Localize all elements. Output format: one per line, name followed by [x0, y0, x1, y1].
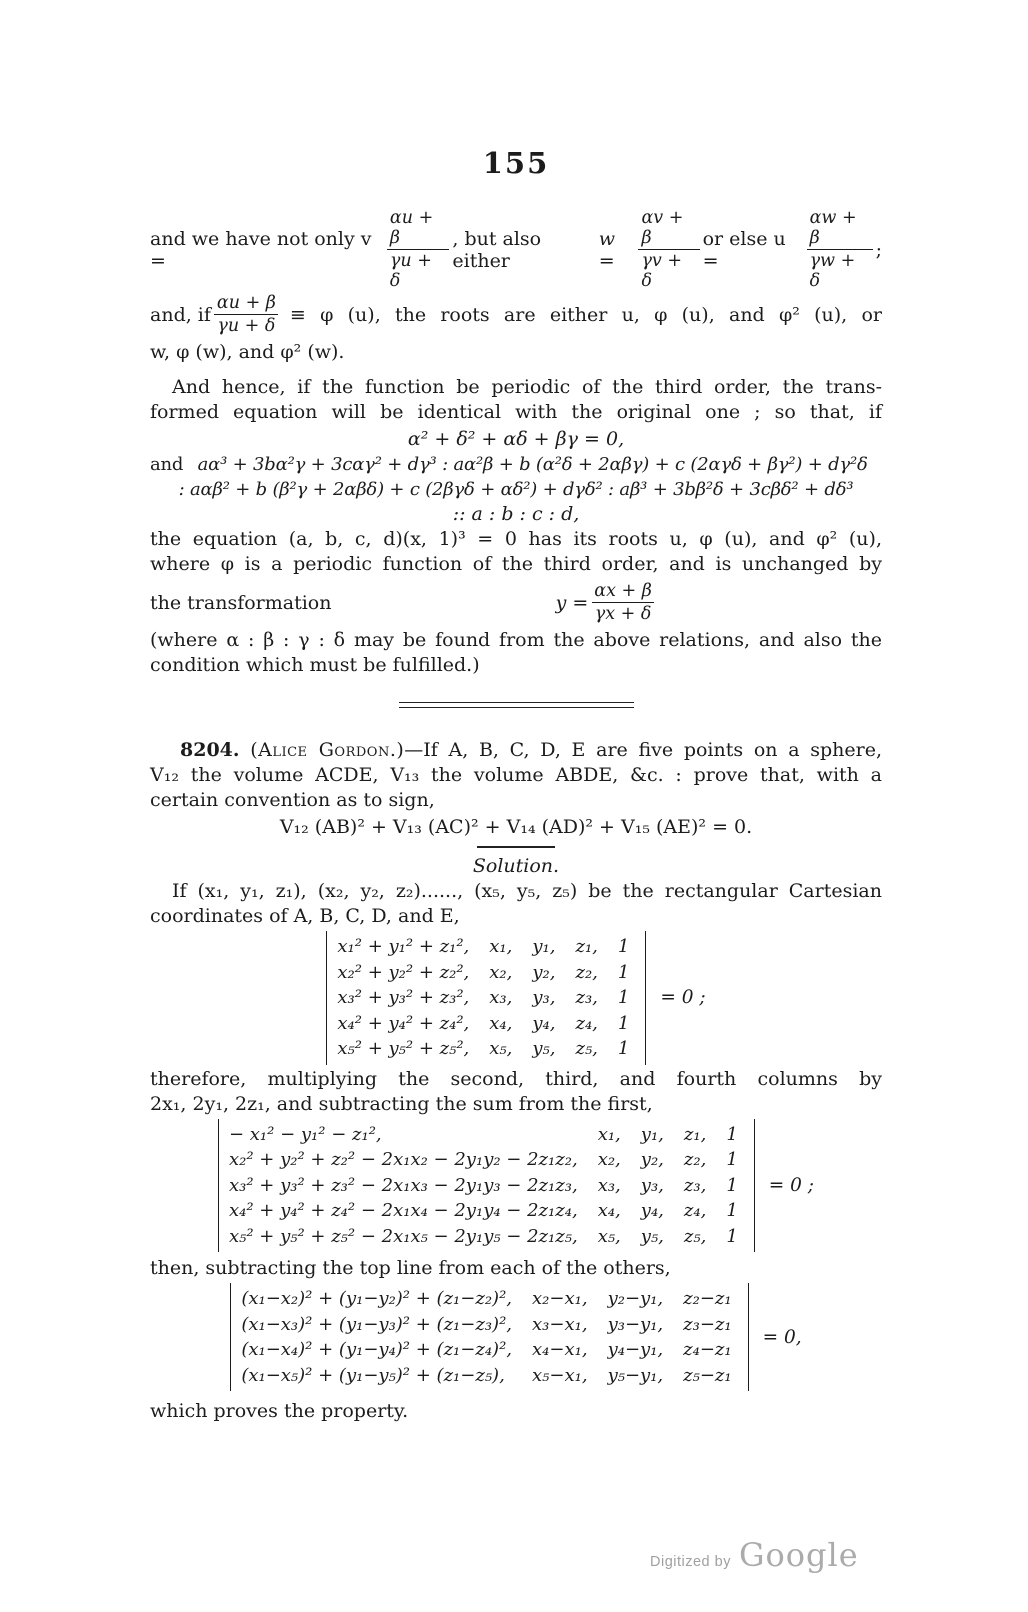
determinant-cell: y₂, — [532, 961, 556, 983]
text-run: and — [150, 454, 184, 475]
fraction-numerator: αu + β — [389, 208, 434, 248]
determinant-block — [150, 931, 882, 1065]
determinant-cell: 1 — [726, 1174, 738, 1196]
text-run: and, if — [150, 303, 211, 326]
determinant-cell: x₅² + y₅² + z₅² − 2x₁x₅ − 2y₁y₅ − 2z₁z₅, — [228, 1225, 578, 1247]
paragraph-line: which proves the property. — [150, 1400, 409, 1422]
determinant-matrix — [230, 1283, 748, 1391]
text-run: or else u = — [702, 227, 786, 272]
determinant-matrix — [218, 1119, 755, 1253]
determinant-cell: x₅−x₁, — [532, 1364, 588, 1386]
determinant-cell: x₂−x₁, — [532, 1288, 588, 1309]
determinant-cell: x₅² + y₅² + z₅², — [337, 1038, 470, 1059]
section-divider-rule — [399, 702, 634, 708]
text-run: ; — [875, 238, 882, 261]
paragraph-line: therefore, multiplying the second, third, and fourth columns by — [150, 1067, 882, 1090]
text-run: w = — [598, 227, 615, 272]
determinant-cell: z₁, — [683, 1123, 707, 1145]
determinant-cell: 1 — [617, 987, 630, 1008]
determinant-cell: y₅, — [640, 1225, 664, 1247]
determinant-cell: y₄, — [640, 1200, 664, 1221]
text-run: —If A, B, C, D, E are five points on a sphere, — [404, 739, 882, 761]
determinant-cell: y₂−y₁, — [607, 1288, 664, 1309]
determinant-cell: y₃−y₁, — [607, 1313, 664, 1335]
determinant-cell: y₅−y₁, — [607, 1364, 664, 1386]
determinant-cell: z₃, — [575, 987, 598, 1008]
determinant-cell: z₃, — [683, 1174, 707, 1196]
digitized-watermark — [650, 1536, 859, 1574]
determinant-cell: z₂, — [575, 961, 598, 983]
fraction — [387, 208, 449, 291]
determinant-cell: x₄² + y₄² + z₄² − 2x₁x₄ − 2y₁y₄ − 2z₁z₄, — [228, 1200, 578, 1221]
determinant-cell: x₁, — [489, 936, 513, 957]
determinant-cell: x₄² + y₄² + z₄², — [337, 1012, 470, 1034]
fraction — [807, 208, 873, 291]
determinant-cell: 1 — [617, 936, 630, 957]
page-content — [150, 0, 882, 1424]
determinant-cell: x₂, — [597, 1149, 621, 1170]
paragraph-line: coordinates of A, B, C, D, and E, — [150, 905, 460, 927]
determinant-cell: x₅, — [597, 1225, 621, 1247]
page-number: 155 — [482, 146, 550, 180]
determinant-cell: z₄, — [683, 1200, 707, 1221]
determinant-cell: y₄−y₁, — [607, 1339, 664, 1360]
determinant-cell: 1 — [726, 1123, 738, 1145]
determinant-cell: y₃, — [532, 987, 556, 1008]
determinant-cell: (x₁−x₃)² + (y₁−y₃)² + (z₁−z₃)², — [241, 1313, 513, 1335]
paragraph-line: the equation (a, b, c, d)(x, 1)³ = 0 has its roots u, φ (u), and φ² (u), — [150, 528, 882, 550]
determinant-cell: z₄, — [575, 1012, 598, 1034]
fraction-numerator: αu + β — [216, 293, 276, 313]
problem-number: 8204. — [180, 739, 240, 761]
determinant-cell: z₂, — [683, 1149, 707, 1170]
determinant-cell: x₂² + y₂² + z₂² − 2x₁x₂ − 2y₁y₂ − 2z₁z₂, — [228, 1149, 578, 1170]
digitized-by-label: Digitized by — [650, 1554, 731, 1570]
determinant-cell: y₄, — [532, 1012, 556, 1034]
solution-divider-rule — [477, 846, 555, 848]
paragraph-line: (where α : β : γ : δ may be found from the above relations, and also the — [150, 629, 882, 651]
determinant-cell: x₃, — [597, 1174, 621, 1196]
determinant-cell: x₄−x₁, — [532, 1339, 588, 1360]
paragraph-line — [150, 293, 882, 336]
fraction-denominator: γu + δ — [387, 249, 449, 291]
fraction-numerator: αx + β — [594, 581, 652, 601]
determinant-block — [150, 1283, 882, 1391]
determinant-cell: z₅−z₁ — [683, 1364, 732, 1386]
determinant-cell: x₂² + y₂² + z₂², — [337, 961, 470, 983]
determinant-cell: 1 — [617, 1012, 630, 1034]
determinant-cell: 1 — [617, 961, 630, 983]
determinant-cell: z₃−z₁ — [683, 1313, 732, 1335]
text-run: the transformation — [150, 591, 332, 614]
equation: V₁₂ (AB)² + V₁₃ (AC)² + V₁₄ (AD)² + V₁₅ (AE)² = 0. — [279, 816, 753, 838]
determinant-cell: x₃² + y₃² + z₃² − 2x₁x₃ − 2y₁y₃ − 2z₁z₃, — [228, 1174, 578, 1196]
paragraph-line: then, subtracting the top line from each of the others, — [150, 1257, 671, 1279]
determinant-cell: z₅, — [683, 1225, 707, 1247]
determinant-cell: (x₁−x₅)² + (y₁−y₅)² + (z₁−z₅), — [241, 1364, 505, 1386]
math-run — [331, 581, 882, 624]
determinant-cell: y₁, — [640, 1123, 664, 1145]
determinant-cell: (x₁−x₄)² + (y₁−y₄)² + (z₁−z₄)², — [241, 1339, 513, 1360]
determinant-matrix — [326, 931, 646, 1065]
text-run: ≡ φ (u), the roots are either u, φ (u), and φ² (u), or — [289, 303, 882, 326]
determinant-cell: x₄, — [489, 1012, 513, 1034]
fraction-denominator: γu + δ — [214, 314, 278, 336]
equation-line: : aαβ² + b (β²γ + 2αβδ) + c (2βγδ + αδ²) + dγδ² : aβ³ + 3bβ²δ + 3cβδ² + dδ³ — [178, 479, 854, 500]
solution-heading: Solution. — [472, 855, 560, 877]
determinant-cell: y₂, — [640, 1149, 664, 1170]
text-run: y = — [555, 591, 589, 614]
equation-line — [150, 452, 882, 477]
equation: α² + δ² + αδ + βγ = 0, — [407, 428, 625, 450]
determinant-cell: y₁, — [532, 936, 556, 957]
determinant-cell: 1 — [726, 1225, 738, 1247]
determinant-cell: x₁, — [597, 1123, 621, 1145]
determinant-cell: x₅, — [489, 1038, 513, 1059]
text-run: , but also either — [452, 227, 542, 272]
fraction — [591, 581, 655, 624]
paragraph-line: V₁₂ the volume ACDE, V₁₃ the volume ABDE, &c. : prove that, with a — [150, 764, 882, 786]
determinant-cell: z₁, — [575, 936, 598, 957]
determinant-cell: x₄, — [597, 1200, 621, 1221]
determinant-cell: x₃−x₁, — [532, 1313, 588, 1335]
determinant-cell: x₂, — [489, 961, 513, 983]
determinant-result: = 0 ; — [660, 987, 706, 1009]
fraction-denominator: γv + δ — [638, 249, 699, 291]
fraction — [638, 208, 699, 291]
determinant-result: = 0, — [762, 1326, 802, 1348]
fraction-numerator: αw + β — [809, 208, 857, 248]
determinant-cell: x₃² + y₃² + z₃², — [337, 987, 470, 1008]
determinant-cell: 1 — [617, 1038, 630, 1059]
fraction — [214, 293, 279, 336]
paragraph-line: And hence, if the function be periodic of the third order, the trans- — [172, 376, 882, 398]
determinant-cell: y₃, — [640, 1174, 664, 1196]
paragraph-line: where φ is a periodic function of the third order, and is unchanged by — [150, 553, 882, 575]
paragraph-line — [150, 208, 882, 291]
determinant-cell: z₅, — [575, 1038, 598, 1059]
determinant-cell: 1 — [726, 1149, 738, 1170]
determinant-cell: (x₁−x₂)² + (y₁−y₂)² + (z₁−z₂)², — [241, 1288, 513, 1309]
paragraph-line: If (x₁, y₁, z₁), (x₂, y₂, z₂)......, (x₅, y₅, z₅) be the rectangular Cartesian — [172, 880, 882, 902]
text-run: and we have not only v = — [150, 227, 372, 272]
determinant-cell: − x₁² − y₁² − z₁², — [228, 1123, 382, 1145]
determinant-result: = 0 ; — [768, 1174, 815, 1196]
determinant-block — [150, 1119, 882, 1253]
determinant-cell: x₁² + y₁² + z₁², — [337, 936, 470, 957]
paragraph-line: w, φ (w), and φ² (w). — [150, 341, 345, 363]
paragraph-line: 2x₁, 2y₁, 2z₁, and subtracting the sum from the first, — [150, 1092, 653, 1115]
determinant-cell: z₂−z₁ — [683, 1288, 732, 1309]
fraction-numerator: αv + β — [641, 208, 684, 248]
determinant-cell: x₃, — [489, 987, 513, 1008]
equation-line: :: a : b : c : d, — [452, 503, 580, 525]
fraction-denominator: γx + δ — [592, 602, 655, 624]
google-logo: Google — [738, 1536, 859, 1574]
paragraph-line: certain convention as to sign, — [150, 789, 435, 811]
equation-line — [150, 581, 882, 624]
determinant-cell: z₄−z₁ — [683, 1339, 732, 1360]
fraction-denominator: γw + δ — [807, 249, 873, 291]
math-run: aα³ + 3bα²γ + 3cαγ² + dγ³ : aα²β + b (α²δ + 2αβγ) + c (2αγδ + βγ²) + dγ²δ — [197, 454, 868, 475]
paragraph-line: formed equation will be identical with the original one ; so that, if — [150, 401, 882, 423]
problem-author: (Alice Gordon.) — [250, 739, 405, 761]
problem-heading-line — [150, 738, 882, 763]
determinant-cell: y₅, — [532, 1038, 556, 1059]
paragraph-line: condition which must be fulfilled.) — [150, 654, 480, 676]
determinant-cell: 1 — [726, 1200, 738, 1221]
